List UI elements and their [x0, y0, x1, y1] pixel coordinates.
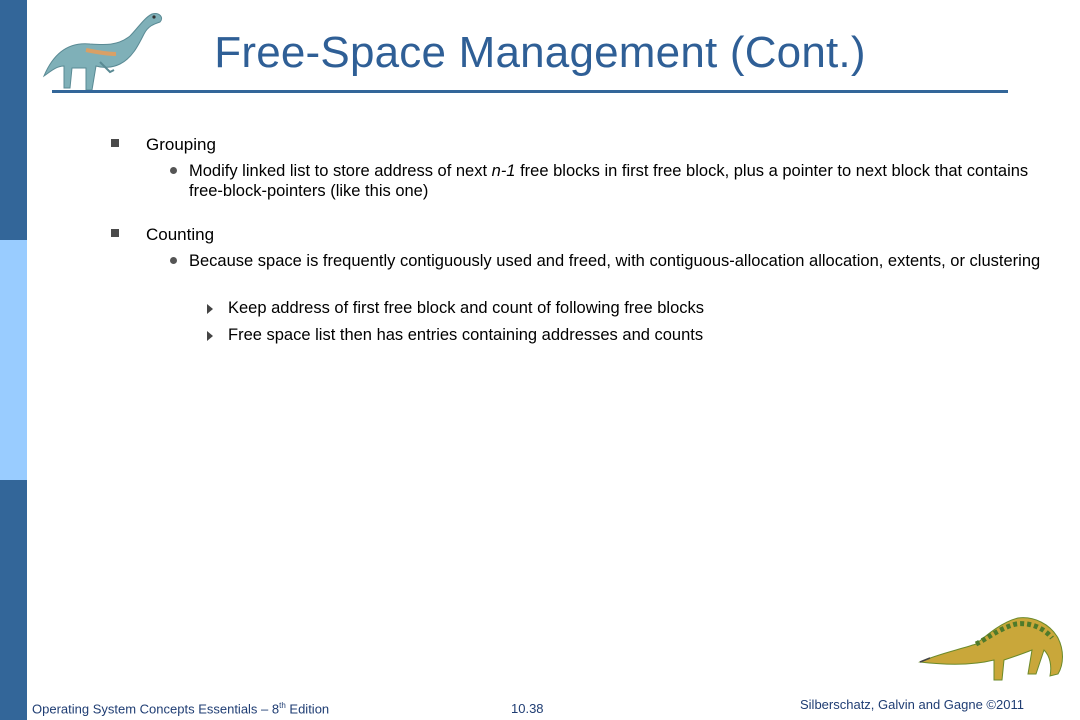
footer-book-title: [32, 701, 329, 716]
sub-bullet-text: Because space is frequently contiguously used and freed, with contiguous-allocation allocation, extents, or clustering: [189, 252, 1041, 270]
bullet-text: Grouping: [146, 135, 216, 154]
text-part: Modify linked list to store address of next: [189, 162, 492, 180]
sidebar-segment-top: [0, 0, 27, 240]
square-bullet-icon: [111, 139, 119, 147]
footer-copyright: Silberschatz, Galvin and Gagne ©2011: [800, 697, 1024, 712]
triangle-bullet-icon: [207, 304, 213, 314]
round-bullet-icon: [170, 167, 177, 174]
page-number: 10.38: [511, 701, 544, 716]
text-part: free blocks in first free block, plus a pointer to next block that contains free-block-pointers (like this one): [189, 162, 1029, 200]
dinosaur-icon: [40, 6, 165, 92]
dinosaur-icon: [918, 604, 1068, 686]
sub-bullet-text: [189, 161, 1049, 201]
sub-sub-bullet-text: Keep address of first free block and count of following free blocks: [228, 299, 705, 317]
bullet-text: Counting: [146, 225, 215, 244]
round-bullet-icon: [170, 257, 177, 264]
italic-term: n-1: [491, 162, 516, 180]
footer-superscript: th: [279, 701, 286, 710]
footer-text: Operating System Concepts Essentials – 8: [32, 701, 280, 717]
title-underline: [52, 90, 1008, 93]
sidebar-segment-bottom: [0, 480, 27, 720]
triangle-bullet-icon: [207, 331, 213, 341]
sub-sub-bullet-text: Free space list then has entries containing addresses and counts: [228, 326, 704, 344]
slide-title: Free-Space Management (Cont.): [214, 28, 866, 77]
left-sidebar: [0, 0, 27, 720]
footer-text: Edition: [285, 701, 330, 717]
square-bullet-icon: [111, 229, 119, 237]
sidebar-segment-middle: [0, 240, 27, 480]
